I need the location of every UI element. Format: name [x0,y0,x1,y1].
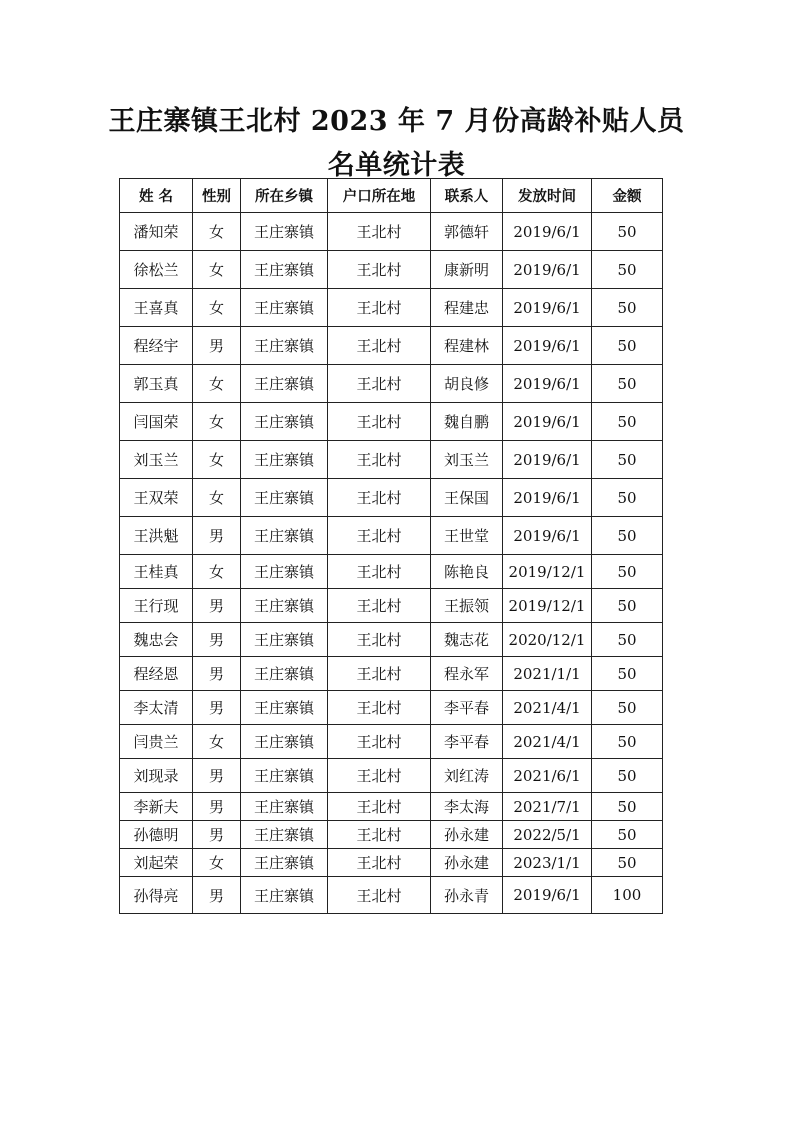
table-row [120,213,663,251]
table-row [120,555,663,589]
cell-household-location: 王北村 [328,589,431,623]
cell-payment-date: 2022/5/1 [503,821,592,849]
cell-township: 王庄寨镇 [241,793,328,821]
table-row [120,849,663,877]
cell-township: 王庄寨镇 [241,691,328,725]
header-household-location: 户口所在地 [328,179,431,213]
cell-payment-date: 2021/7/1 [503,793,592,821]
cell-amount: 50 [592,821,663,849]
cell-township: 王庄寨镇 [241,403,328,441]
cell-amount: 50 [592,849,663,877]
cell-household-location: 王北村 [328,793,431,821]
cell-amount: 50 [592,289,663,327]
cell-payment-date: 2021/6/1 [503,759,592,793]
page-title: 王庄寨镇王北村 2023 年 7 月份高龄补贴人员 [108,106,685,137]
table-row [120,517,663,555]
cell-name: 李新夫 [120,793,193,821]
cell-household-location: 王北村 [328,623,431,657]
cell-gender: 女 [193,725,241,759]
cell-name: 刘玉兰 [120,441,193,479]
cell-gender: 男 [193,327,241,365]
table-row [120,821,663,849]
cell-gender: 女 [193,849,241,877]
cell-contact: 王世堂 [431,517,503,555]
cell-payment-date: 2021/1/1 [503,657,592,691]
cell-payment-date: 2021/4/1 [503,725,592,759]
cell-contact: 胡良修 [431,365,503,403]
cell-gender: 女 [193,213,241,251]
cell-contact: 程建林 [431,327,503,365]
cell-amount: 50 [592,759,663,793]
cell-payment-date: 2019/6/1 [503,213,592,251]
cell-name: 潘知荣 [120,213,193,251]
cell-amount: 50 [592,479,663,517]
cell-amount: 50 [592,691,663,725]
table-row [120,327,663,365]
cell-payment-date: 2019/12/1 [503,555,592,589]
cell-township: 王庄寨镇 [241,555,328,589]
cell-household-location: 王北村 [328,759,431,793]
cell-amount: 50 [592,517,663,555]
cell-gender: 男 [193,691,241,725]
table-row [120,759,663,793]
cell-name: 程经宇 [120,327,193,365]
cell-payment-date: 2019/6/1 [503,517,592,555]
cell-contact: 郭德轩 [431,213,503,251]
cell-gender: 男 [193,759,241,793]
cell-household-location: 王北村 [328,877,431,914]
cell-payment-date: 2019/6/1 [503,251,592,289]
cell-name: 王行现 [120,589,193,623]
cell-gender: 男 [193,589,241,623]
cell-name: 刘起荣 [120,849,193,877]
cell-household-location: 王北村 [328,725,431,759]
cell-township: 王庄寨镇 [241,327,328,365]
cell-payment-date: 2019/6/1 [503,403,592,441]
cell-contact: 陈艳良 [431,555,503,589]
cell-name: 王洪魁 [120,517,193,555]
cell-township: 王庄寨镇 [241,213,328,251]
cell-payment-date: 2019/6/1 [503,365,592,403]
cell-name: 王桂真 [120,555,193,589]
subsidy-roster-table [119,178,663,914]
cell-contact: 李太海 [431,793,503,821]
cell-township: 王庄寨镇 [241,289,328,327]
table-row [120,589,663,623]
cell-contact: 王振领 [431,589,503,623]
cell-township: 王庄寨镇 [241,759,328,793]
cell-contact: 康新明 [431,251,503,289]
cell-gender: 女 [193,403,241,441]
cell-amount: 50 [592,251,663,289]
cell-name: 郭玉真 [120,365,193,403]
cell-name: 程经恩 [120,657,193,691]
cell-township: 王庄寨镇 [241,877,328,914]
cell-payment-date: 2019/6/1 [503,479,592,517]
cell-household-location: 王北村 [328,441,431,479]
cell-contact: 程建忠 [431,289,503,327]
cell-gender: 女 [193,479,241,517]
cell-amount: 50 [592,403,663,441]
cell-township: 王庄寨镇 [241,251,328,289]
cell-gender: 女 [193,555,241,589]
cell-contact: 刘玉兰 [431,441,503,479]
cell-household-location: 王北村 [328,479,431,517]
cell-contact: 孙永青 [431,877,503,914]
cell-amount: 50 [592,623,663,657]
cell-township: 王庄寨镇 [241,517,328,555]
cell-household-location: 王北村 [328,657,431,691]
cell-contact: 孙永建 [431,849,503,877]
cell-contact: 魏志花 [431,623,503,657]
cell-amount: 50 [592,213,663,251]
cell-payment-date: 2019/12/1 [503,589,592,623]
cell-contact: 王保国 [431,479,503,517]
cell-amount: 50 [592,365,663,403]
table-row [120,251,663,289]
header-payment-date: 发放时间 [503,179,592,213]
cell-name: 李太清 [120,691,193,725]
cell-township: 王庄寨镇 [241,821,328,849]
cell-amount: 50 [592,657,663,691]
cell-payment-date: 2023/1/1 [503,849,592,877]
table-row [120,877,663,914]
table-header-row [120,179,663,213]
cell-household-location: 王北村 [328,821,431,849]
table-row [120,441,663,479]
cell-payment-date: 2019/6/1 [503,877,592,914]
cell-payment-date: 2020/12/1 [503,623,592,657]
cell-household-location: 王北村 [328,213,431,251]
cell-gender: 女 [193,251,241,289]
cell-gender: 男 [193,793,241,821]
table-row [120,793,663,821]
cell-amount: 50 [592,793,663,821]
table-row [120,479,663,517]
cell-household-location: 王北村 [328,365,431,403]
header-contact: 联系人 [431,179,503,213]
cell-name: 魏忠会 [120,623,193,657]
cell-payment-date: 2019/6/1 [503,327,592,365]
cell-amount: 50 [592,327,663,365]
cell-contact: 魏自鹏 [431,403,503,441]
cell-township: 王庄寨镇 [241,589,328,623]
cell-township: 王庄寨镇 [241,657,328,691]
cell-payment-date: 2019/6/1 [503,441,592,479]
cell-household-location: 王北村 [328,251,431,289]
cell-amount: 100 [592,877,663,914]
table-row [120,691,663,725]
cell-household-location: 王北村 [328,691,431,725]
cell-township: 王庄寨镇 [241,441,328,479]
cell-contact: 孙永建 [431,821,503,849]
table-row [120,289,663,327]
cell-amount: 50 [592,725,663,759]
cell-name: 王双荣 [120,479,193,517]
cell-township: 王庄寨镇 [241,849,328,877]
header-gender: 性别 [193,179,241,213]
cell-name: 刘现录 [120,759,193,793]
cell-contact: 李平春 [431,691,503,725]
cell-name: 王喜真 [120,289,193,327]
cell-gender: 男 [193,821,241,849]
header-amount: 金额 [592,179,663,213]
table-row [120,725,663,759]
cell-name: 孙德明 [120,821,193,849]
table-row [120,403,663,441]
cell-amount: 50 [592,441,663,479]
cell-contact: 李平春 [431,725,503,759]
cell-township: 王庄寨镇 [241,623,328,657]
cell-name: 闫国荣 [120,403,193,441]
cell-township: 王庄寨镇 [241,365,328,403]
cell-name: 孙得亮 [120,877,193,914]
cell-gender: 女 [193,289,241,327]
cell-township: 王庄寨镇 [241,725,328,759]
cell-name: 徐松兰 [120,251,193,289]
table-row [120,365,663,403]
cell-gender: 女 [193,365,241,403]
cell-household-location: 王北村 [328,327,431,365]
cell-gender: 男 [193,657,241,691]
cell-payment-date: 2019/6/1 [503,289,592,327]
cell-household-location: 王北村 [328,517,431,555]
page-subtitle: 名单统计表 [327,150,466,181]
cell-household-location: 王北村 [328,403,431,441]
cell-contact: 程永军 [431,657,503,691]
cell-township: 王庄寨镇 [241,479,328,517]
cell-name: 闫贵兰 [120,725,193,759]
header-township: 所在乡镇 [241,179,328,213]
cell-household-location: 王北村 [328,849,431,877]
table-row [120,657,663,691]
cell-gender: 男 [193,877,241,914]
cell-gender: 男 [193,517,241,555]
cell-amount: 50 [592,589,663,623]
cell-household-location: 王北村 [328,289,431,327]
cell-amount: 50 [592,555,663,589]
table-row [120,623,663,657]
header-name: 姓 名 [120,179,193,213]
cell-contact: 刘红涛 [431,759,503,793]
cell-gender: 男 [193,623,241,657]
cell-household-location: 王北村 [328,555,431,589]
cell-gender: 女 [193,441,241,479]
cell-payment-date: 2021/4/1 [503,691,592,725]
